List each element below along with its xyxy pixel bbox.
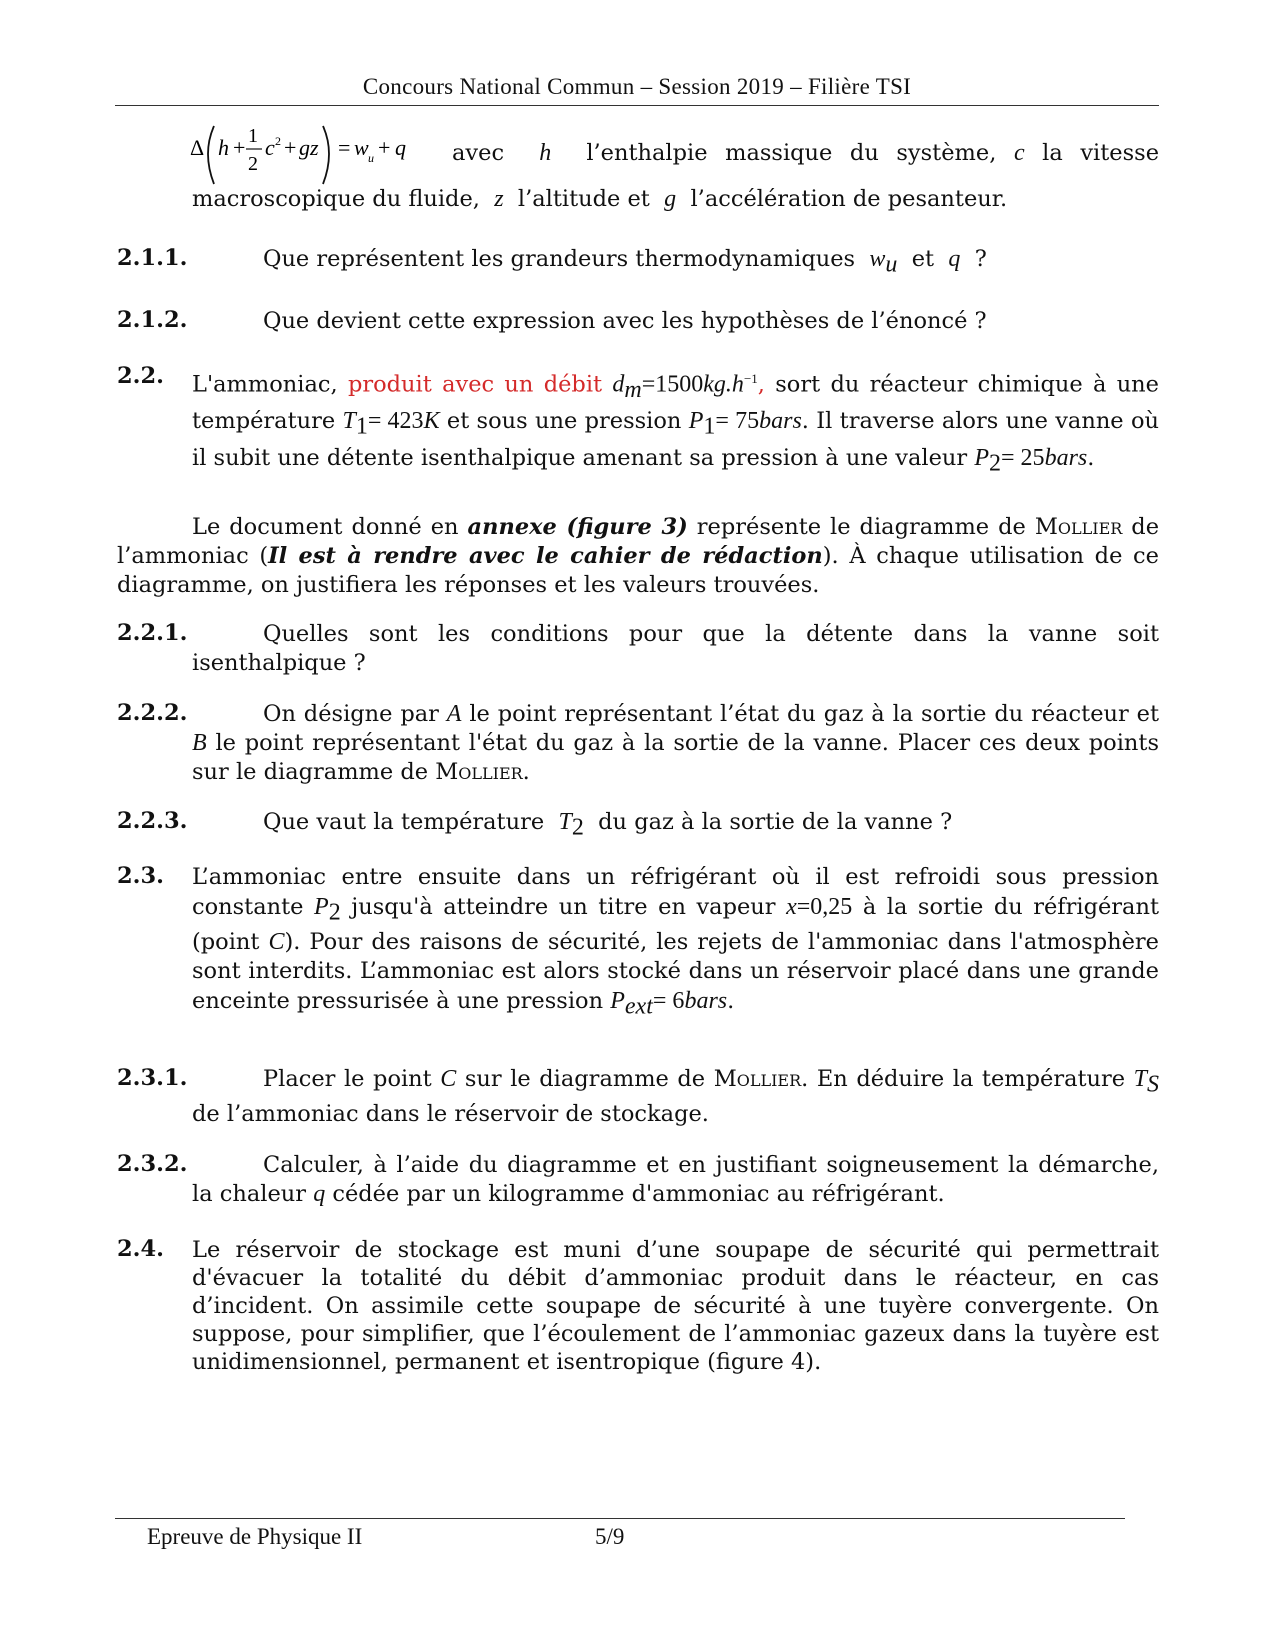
annex-paragraph: Le document donné en annexe (figure 3) représente le diagramme de Mollier de l’ammoniac (Il est à rendre avec le cahier de rédaction). À chaque utilisation de ce diagramme, on justifiera les réponses et les valeurs trouvées. xyxy=(117,514,1160,598)
header-rule xyxy=(115,105,1159,106)
svg-text:+: + xyxy=(233,135,246,160)
question-number-2-3-2: 2.3.2. xyxy=(117,1151,188,1177)
left-paren xyxy=(208,126,214,184)
equation-definition-line2: macroscopique du fluide, z l’altitude et g l’accélération de pesanteur. xyxy=(192,186,1008,212)
svg-text:h: h xyxy=(218,135,229,160)
footer-rule xyxy=(115,1518,1125,1519)
question-number-2-4: 2.4. xyxy=(117,1236,164,1262)
right-paren xyxy=(323,126,329,184)
question-number-2-2-1: 2.2.1. xyxy=(117,620,188,646)
question-number-2-2: 2.2. xyxy=(117,363,164,389)
svg-text:=: = xyxy=(338,135,351,160)
svg-text:gz: gz xyxy=(299,135,319,160)
svg-text:2: 2 xyxy=(248,153,258,175)
question-2-2-3: Que vaut la température $T_2$ du gaz à la sortie de la vanne ? xyxy=(263,809,953,841)
svg-text:q: q xyxy=(395,135,406,160)
question-number-2-1-2: 2.1.2. xyxy=(117,307,188,333)
svg-text:+: + xyxy=(378,135,391,160)
question-number-2-3-1: 2.3.1. xyxy=(117,1065,188,1091)
question-2-2-1: Quelles sont les conditions pour que la détente dans la vanne soit isenthalpique ? xyxy=(192,621,1159,676)
question-2-3-1: Placer le point C sur le diagramme de Mollier. En déduire la température $T_S$ de l’ammoniac dans le réservoir de stockage. xyxy=(192,1066,1160,1127)
delta-symbol: Δ xyxy=(190,135,205,160)
question-number-2-3: 2.3. xyxy=(117,863,164,889)
svg-text:+: + xyxy=(284,135,297,160)
svg-text:w: w xyxy=(354,135,369,160)
question-number-2-1-1: 2.1.1. xyxy=(117,245,188,271)
question-number-2-2-2: 2.2.2. xyxy=(117,700,188,726)
question-2-3-2: Calculer, à l’aide du diagramme et en justifiant soigneusement la démarche, la chaleur q cédée par un kilogramme d'ammoniac au réfrigérant. xyxy=(192,1152,1159,1207)
question-2-3: L’ammoniac entre ensuite dans un réfrigérant où il est refroidi sous pression constante $P_2$ jusqu'à atteindre un titre en vapeur x=0,25 à la sortie du réfrigérant (point C). Pour des raisons de sécurité, les rejets de l'ammoniac dans l'atmosphère sont interdits. L’ammoniac est alors stocké dans un réservoir placé dans une grande enceinte pressurisée à une pression $P_{ext}=$ 6bars. xyxy=(192,864,1160,1019)
footer-page-number: 5/9 xyxy=(595,1524,625,1549)
page-header: Concours National Commun – Session 2019 – Filière TSI xyxy=(362,74,912,99)
svg-text:2: 2 xyxy=(275,134,281,148)
question-2-1-2: Que devient cette expression avec les hypothèses de l’énoncé ? xyxy=(263,308,987,334)
svg-text:u: u xyxy=(368,151,374,165)
equation-formula xyxy=(190,122,450,192)
question-2-2: L'ammoniac, produit avec un débit $d_m=1500kg.h^{-1}$, sort du réacteur chimique à une température $T_1= 423K$ et sous une pression $P_1=$ 75bars. Il traverse alors une vanne où il subit une détente isenthalpique amenant sa pression à une valeur $P_2=$ 25bars. xyxy=(192,371,1159,476)
question-2-4: Le réservoir de stockage est muni d’une soupape de sécurité qui permettrait d'évacuer la totalité du débit d’ammoniac produit dans le réacteur, en cas d’incident. On assimile cette soupape de sécurité à une tuyère convergente. On suppose, pour simplifier, que l’écoulement de l’ammoniac gazeux dans la tuyère est unidimensionnel, permanent et isentropique (figure 4). xyxy=(192,1237,1159,1375)
footer-exam-title: Epreuve de Physique II xyxy=(147,1524,363,1549)
question-2-2-2: On désigne par A le point représentant l’état du gaz à la sortie du réacteur et B le point représentant l'état du gaz à la sortie de la vanne. Placer ces deux points sur le diagramme de Mollier. xyxy=(192,701,1159,785)
question-number-2-2-3: 2.2.3. xyxy=(117,808,188,834)
question-2-1-1: Que représentent les grandeurs thermodynamiques $w_u$ et q ? xyxy=(263,246,987,278)
svg-text:1: 1 xyxy=(248,125,258,147)
svg-text:c: c xyxy=(265,135,275,160)
energy-balance-equation xyxy=(190,122,1159,192)
equation-definition-line1: avec h l’enthalpie massique du système, c la vitesse xyxy=(452,140,1160,166)
